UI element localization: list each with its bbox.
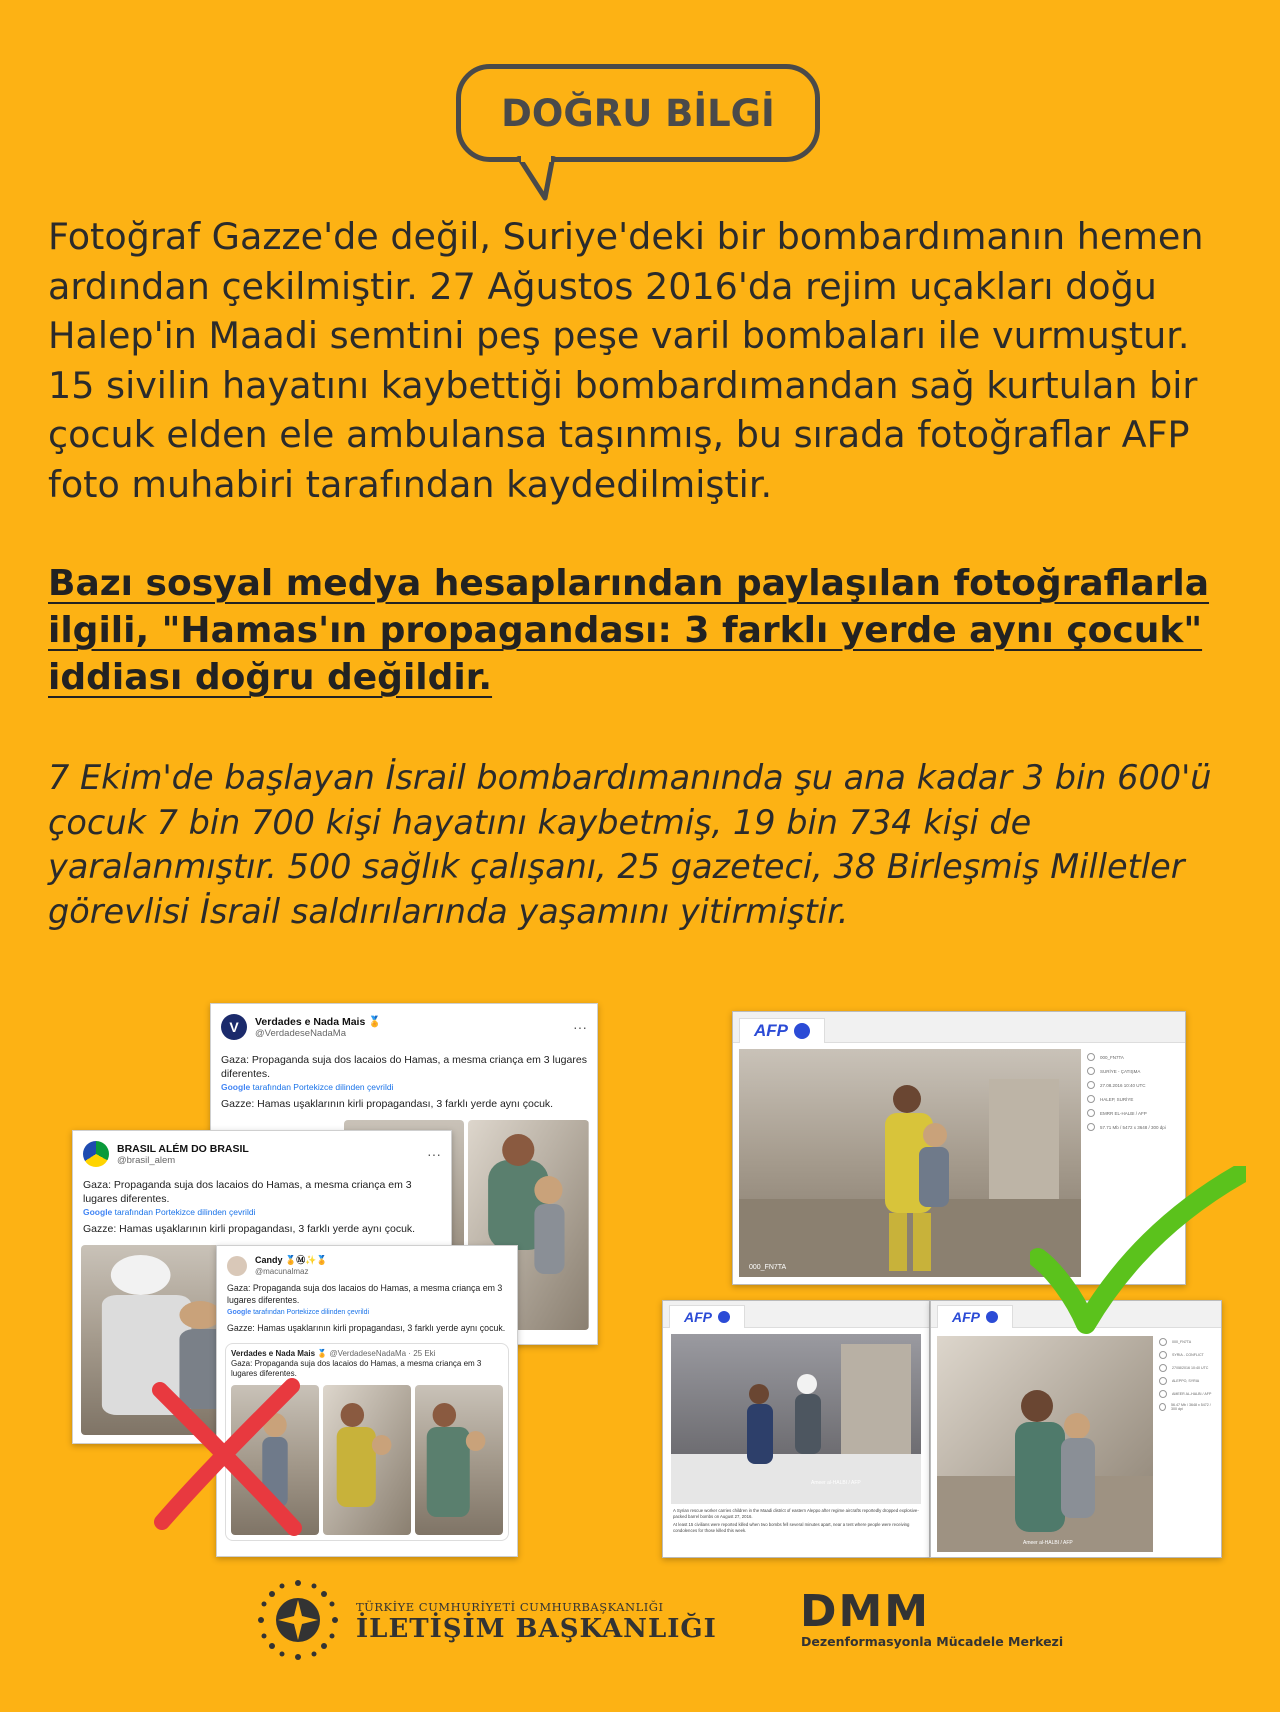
bubble-tail: [515, 156, 575, 202]
afp-caption: A Syrian rescue worker carries children in the Maadi district of eastern Aleppo after regime aircrafts reportedly dropped explosive-packed barrel bombs on August 27, 2016.: [673, 1508, 919, 1519]
afp-logo-dot: [794, 1023, 810, 1039]
iletisim-emblem-icon: [256, 1578, 340, 1662]
afp-logo-dot: [986, 1311, 998, 1323]
tweet-text: Gaza: Propaganda suja dos lacaios do Hamas, a mesma criança em 3 lugares diferentes.: [221, 1054, 587, 1080]
afp-screen-right: [930, 1300, 1222, 1558]
avatar: [83, 1141, 109, 1167]
afp-tab[interactable]: [739, 1018, 825, 1043]
header-bubble: [456, 64, 820, 162]
more-icon[interactable]: ···: [573, 1019, 587, 1035]
afp-tab[interactable]: [669, 1305, 745, 1328]
org-name-line1: TÜRKİYE CUMHURİYETİ CUMHURBAŞKANLIĞI: [356, 1600, 664, 1614]
quoted-author-handle: @VerdadeseNadaMa · 25 Eki: [329, 1348, 436, 1358]
paragraph-main: Fotoğraf Gazze'de değil, Suriye'deki bir bombardımanın hemen ardından çekilmiştir. 27 Ağustos 2016'da rejim uçakları doğu Halep'in Maadi semtini peş peşe varil bombaları ile vurmuştur. 15 sivilin hayatını kaybettiği bombardımandan sağ kurtulan bir çocuk elden ele ambulansa taşınmış, bu sırada fotoğraflar AFP foto muhabiri tarafından kaydedilmiştir.: [48, 215, 1204, 506]
afp-meta-panel: 000_FN7TA SYRIA - CONFLICT 27/08/2016 10:40 UTC ALEPPO, SYRIA AMEER AL-HALBI / AFP 56.47 Mb / 3648 x 5472 / 300 dpi: [1159, 1336, 1215, 1552]
header-title: DOĞRU BİLGİ: [501, 91, 775, 135]
afp-screen-left: [662, 1300, 930, 1558]
afp-caption-2: At least 15 civilians were reported killed when two bombs fell several minutes apart, near a tent where people were receiving condolences for those killed this week.: [673, 1522, 910, 1533]
translation-note: Google tarafından Portekizce dilinden çevrildi: [83, 1207, 256, 1217]
afp-credit: Ameer al-HALBI / AFP: [1023, 1540, 1073, 1546]
check-icon: [1030, 1166, 1246, 1334]
afp-meta-panel: 000_FN7TA SURİYE - ÇATIŞMA 27.08.2016 10:40 UTC HALEP, SURİYE EMRR EL-HALBI / AFP 57.71 Mb / 5472 x 3648 / 300 dpi: [1087, 1049, 1179, 1277]
more-icon[interactable]: ···: [427, 1146, 441, 1162]
tweet-text: Gaza: Propaganda suja dos lacaios do Hamas, a mesma criança em 3 lugares diferentes.: [83, 1179, 412, 1205]
google-logo: Google: [227, 1309, 252, 1316]
afp-photo-left: [671, 1334, 921, 1504]
afp-logo: AFP: [754, 1021, 788, 1040]
paragraph-claim: Bazı sosyal medya hesaplarından paylaşılan fotoğraflarla ilgili, "Hamas'ın propagandası: 3 farklı yerde aynı çocuk" iddiası doğru değildir.: [48, 563, 1210, 698]
tweet-translation: Gazze: Hamas uşaklarının kirli propagandası, 3 farklı yerde aynı çocuk.: [227, 1323, 506, 1333]
tweet-author-name: Candy 🏅Ⓜ✨🏅: [255, 1255, 328, 1265]
quoted-text: Gaza: Propaganda suja dos lacaios do Hamas, a mesma criança em 3 lugares diferentes.: [231, 1358, 482, 1378]
avatar: V: [221, 1014, 247, 1040]
google-logo: Google: [221, 1082, 251, 1092]
quoted-author-name: Verdades e Nada Mais 🏅: [231, 1348, 328, 1358]
afp-photo-caption: 000_FN7TA: [749, 1264, 787, 1271]
afp-credit: Ameer al-HALBI / AFP: [811, 1480, 861, 1486]
tweet-author-name: BRASIL ALÉM DO BRASIL: [117, 1142, 249, 1155]
tweet-translation: Gazze: Hamas uşaklarının kirli propagandası, 3 farklı yerde aynı çocuk.: [83, 1223, 416, 1235]
tweet-text: Gaza: Propaganda suja dos lacaios do Hamas, a mesma criança em 3 lugares diferentes.: [227, 1283, 503, 1305]
paragraph-stats: 7 Ekim'de başlayan İsrail bombardımanında şu ana kadar 3 bin 600'ü çocuk 7 bin 700 kişi hayatını kaybetmiş, 19 bin 734 kişi de yaralanmıştır. 500 sağlık çalışanı, 25 gazeteci, 38 Birleşmiş Milletler görevlisi İsrail saldırılarında yaşamını yitirmiştir.: [48, 758, 1212, 931]
org-name-line2: İLETİŞİM BAŞKANLIĞI: [356, 1614, 717, 1644]
dmm-logo: DMM: [800, 1586, 931, 1637]
afp-logo: AFP: [684, 1309, 712, 1325]
afp-tab[interactable]: [937, 1305, 1013, 1328]
afp-logo: AFP: [952, 1309, 980, 1325]
tweet-author-handle: @macunalmaz: [255, 1267, 309, 1276]
tweet-author-name: Verdades e Nada Mais 🏅: [255, 1015, 382, 1028]
avatar: [227, 1256, 247, 1276]
google-logo: Google: [83, 1207, 113, 1217]
translation-note: Google tarafından Portekizce dilinden çevrildi: [227, 1309, 370, 1316]
tweet-author-handle: @VerdadeseNadaMa: [255, 1027, 346, 1039]
tweet-author-handle: @brasil_alem: [117, 1154, 176, 1166]
dmm-subtitle: Dezenformasyonla Mücadele Merkezi: [801, 1634, 1064, 1649]
afp-photo-right: [937, 1336, 1153, 1552]
translation-note: Google tarafından Portekizce dilinden çevrildi: [221, 1082, 394, 1092]
afp-logo-dot: [718, 1311, 730, 1323]
cross-icon: [142, 1372, 312, 1542]
tweet-translation: Gazze: Hamas uşaklarının kirli propagandası, 3 farklı yerde aynı çocuk.: [221, 1098, 554, 1110]
